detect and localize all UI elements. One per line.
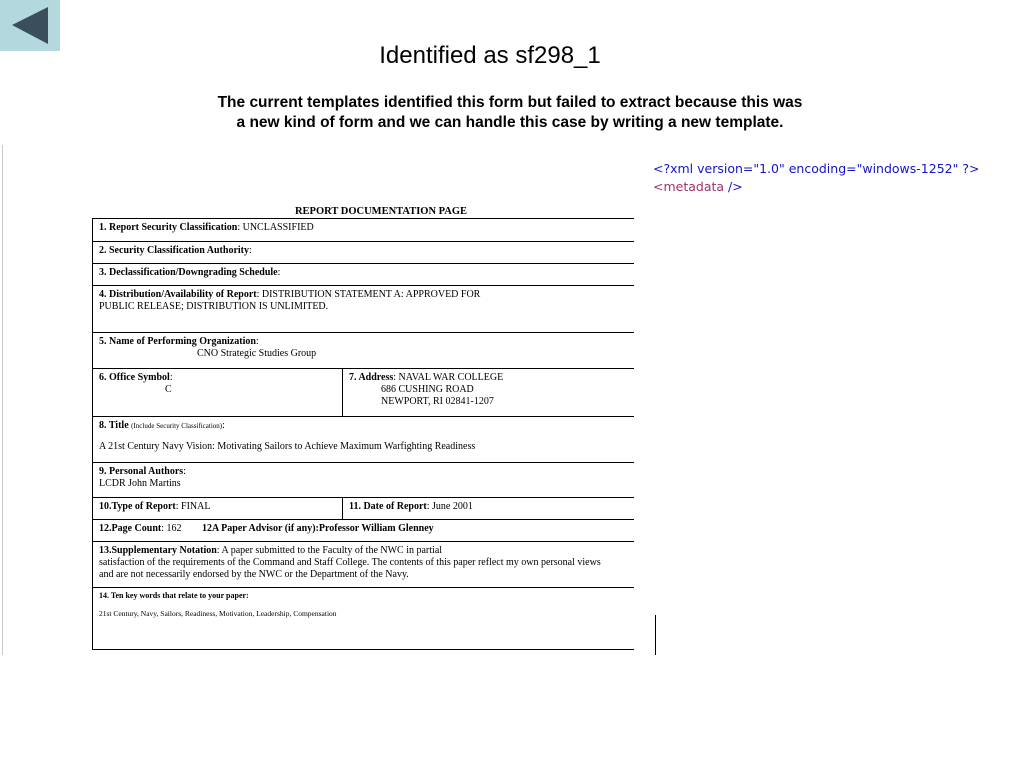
xml-declaration: <?xml version="1.0" encoding="windows-1252" ?>	[653, 161, 980, 176]
field-7: 7. Address: NAVAL WAR COLLEGE 686 CUSHING ROAD NEWPORT, RI 02841-1207	[343, 369, 635, 417]
field-3: 3. Declassification/Downgrading Schedule:	[93, 264, 635, 286]
field-10: 10.Type of Report: FINAL	[93, 498, 343, 520]
back-arrow-icon	[0, 0, 60, 51]
left-divider	[2, 145, 3, 655]
slide-subtitle	[170, 93, 850, 133]
field-9: 9. Personal Authors: LCDR John Martins	[93, 463, 635, 498]
back-button[interactable]	[0, 0, 60, 51]
form-table	[92, 218, 634, 650]
field-2: 2. Security Classification Authority:	[93, 242, 635, 264]
field-4: 4. Distribution/Availability of Report: DISTRIBUTION STATEMENT A: APPROVED FOR PUBLIC RELEASE; DISTRIBUTION IS UNLIMITED.	[93, 286, 635, 333]
field-5: 5. Name of Performing Organization: CNO Strategic Studies Group	[93, 333, 635, 369]
field-14: 14. Ten key words that relate to your paper: 21st Century, Navy, Sailors, Readiness, Motivation, Leadership, Compensation	[93, 588, 635, 650]
field-6: 6. Office Symbol: C	[93, 369, 343, 417]
xml-output-panel	[653, 160, 979, 196]
slide-title: Identified as sf298_1	[379, 42, 601, 69]
subtitle-line-2: a new kind of form and we can handle this case by writing a new template.	[236, 114, 784, 131]
form-heading: REPORT DOCUMENTATION PAGE	[294, 206, 468, 217]
field-13: 13.Supplementary Notation: A paper submitted to the Faculty of the NWC in partial satisfaction of the requirements of the Command and Staff College. The contents of this paper reflect my own personal views and are not necessarily endorsed by the NWC or the Department of the Navy.	[93, 542, 635, 588]
xml-metadata-element	[653, 178, 979, 196]
right-divider	[655, 615, 656, 655]
field-12: 12.Page Count: 162 12A Paper Advisor (if any):Professor William Glenney	[93, 520, 635, 542]
field-11: 11. Date of Report: June 2001	[343, 498, 635, 520]
xml-metadata-tag: <metadata	[653, 179, 725, 194]
xml-tag-close: />	[724, 179, 743, 194]
field-8: 8. Title (Include Security Classification): A 21st Century Navy Vision: Motivating Sailors to Achieve Maximum Warfighting Readiness	[93, 417, 635, 463]
form-scan	[92, 205, 634, 655]
subtitle-line-1: The current templates identified this form but failed to extract because this was	[217, 94, 803, 111]
field-1: 1. Report Security Classification: UNCLASSIFIED	[93, 219, 635, 242]
